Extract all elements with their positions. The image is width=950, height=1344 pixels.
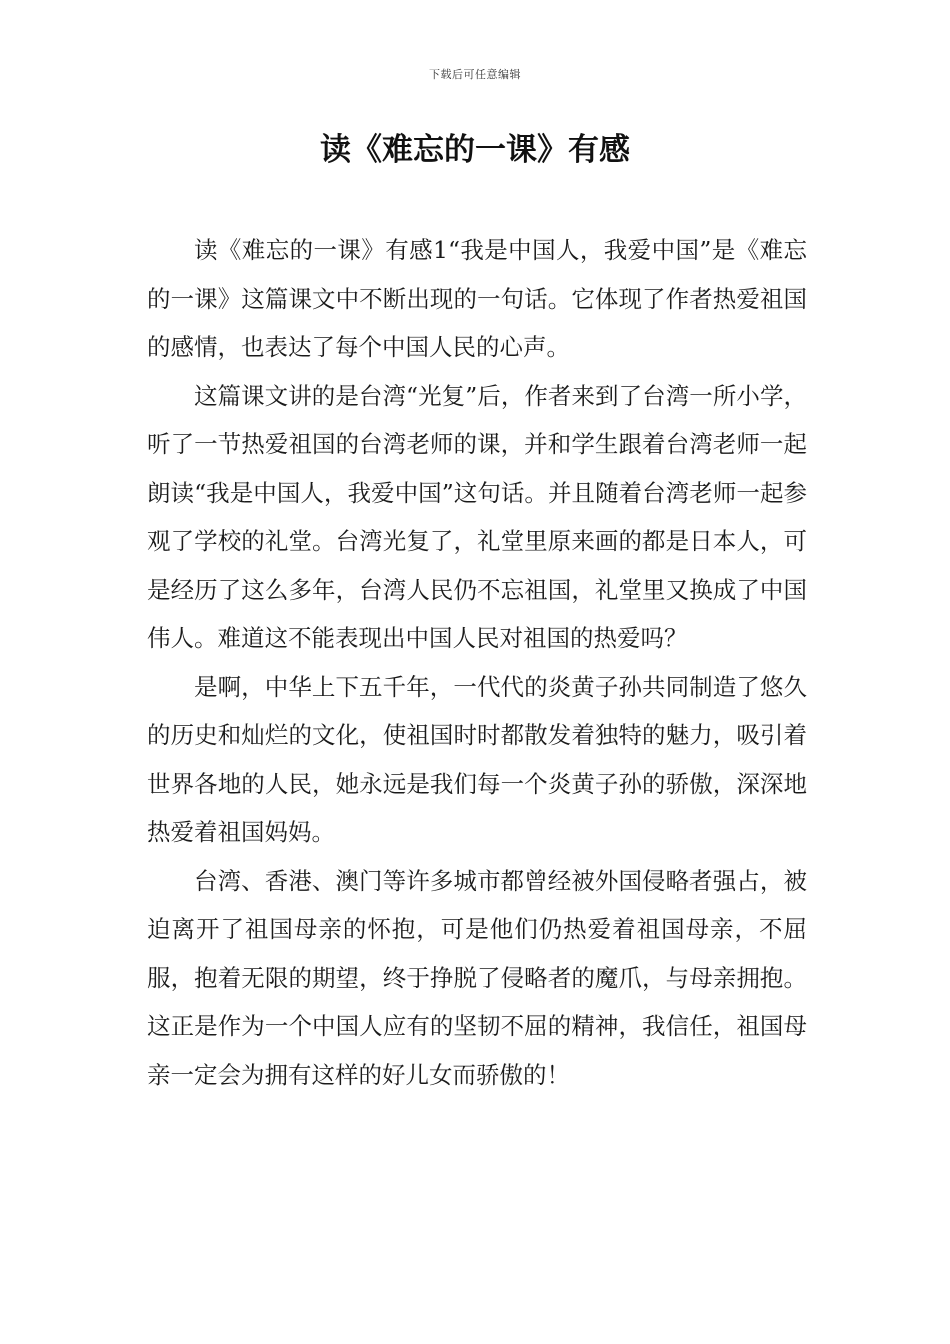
paragraph: 是啊，中华上下五千年，一代代的炎黄子孙共同制造了悠久的历史和灿烂的文化，使祖国时时都散发着独特的魅力，吸引着世界各地的人民，她永远是我们每一个炎黄子孙的骄傲，深深地热爱着祖国妈妈。 bbox=[147, 672, 807, 846]
header-note: 下载后可任意编辑 bbox=[429, 68, 521, 81]
paragraph: 台湾、香港、澳门等许多城市都曾经被外国侵略者强占，被迫离开了祖国母亲的怀抱，可是他们仍热爱着祖国母亲，不屈服，抱着无限的期望，终于挣脱了侵略者的魔爪，与母亲拥抱。这正是作为一个中国人应有的坚韧不屈的精神，我信任，祖国母亲一定会为拥有这样的好儿女而骄傲的！ bbox=[147, 866, 807, 1089]
document-body bbox=[147, 226, 807, 1099]
paragraph: 这篇课文讲的是台湾“光复”后，作者来到了台湾一所小学，听了一节热爱祖国的台湾老师的课，并和学生跟着台湾老师一起朗读“我是中国人，我爱中国”这句话。并且随着台湾老师一起参观了学校的礼堂。台湾光复了，礼堂里原来画的都是日本人，可是经历了这么多年，台湾人民仍不忘祖国，礼堂里又换成了中国伟人。难道这不能表现出中国人民对祖国的热爱吗？ bbox=[147, 381, 807, 652]
document-title: 读《难忘的一课》有感 bbox=[320, 132, 630, 168]
paragraph: 读《难忘的一课》有感1“我是中国人，我爱中国”是《难忘的一课》这篇课文中不断出现的一句话。它体现了作者热爱祖国的感情，也表达了每个中国人民的心声。 bbox=[147, 236, 807, 361]
